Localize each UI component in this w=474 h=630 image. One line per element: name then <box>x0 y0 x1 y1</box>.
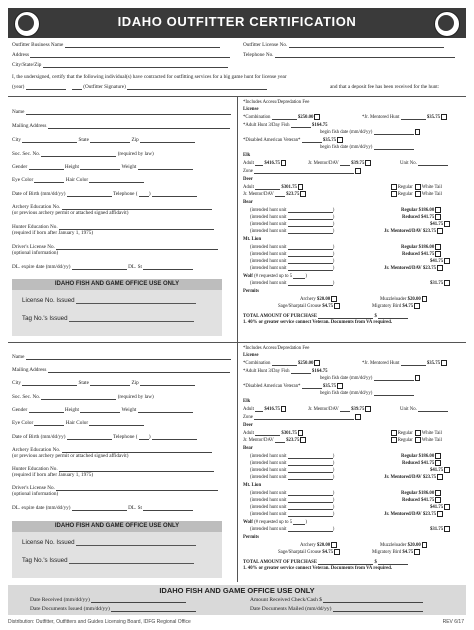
bear-heading: Bear <box>243 200 253 205</box>
elk-heading-2: Elk <box>243 399 251 404</box>
license-no-field[interactable]: Outfitter License No. <box>243 42 444 48</box>
license-issued-field[interactable]: License No. Issued <box>22 297 196 304</box>
elk-unit-field-2[interactable]: Unit No. <box>400 406 448 412</box>
column-divider <box>237 96 238 342</box>
name-field[interactable]: Name <box>12 109 231 115</box>
lion-regular-price-2[interactable]: Regular $186.00 <box>401 490 441 496</box>
jr-mentored-option-2[interactable]: *Jr. Mentored Hunt $35.75 <box>362 360 447 366</box>
idfg-seal-icon <box>434 11 460 37</box>
hunter-field-2[interactable]: Hunter Education No. <box>12 466 214 472</box>
ssn-field-2[interactable]: Soc. Sec. No. (required by law) <box>12 394 154 400</box>
archery-permit-2[interactable]: Archery $20.00 <box>300 542 337 548</box>
sage-permit[interactable]: Sage/Sharptail Grouse $4.75 <box>278 303 340 309</box>
bear-regular-price-2[interactable]: Regular $186.00 <box>401 453 441 459</box>
ssn-field[interactable]: Soc. Sec. No. (required by law) <box>12 151 154 157</box>
archery-note-2: (or previous archery permit or attached signed affidavit) <box>12 453 129 459</box>
certify-text: I, the undersigned, certify that the following individual(s) have contracted for outfitting services for a big game hunt for license year <box>12 74 287 80</box>
bear-unit-2[interactable]: (intended hunt unit ) <box>250 215 335 220</box>
bear-unit-6[interactable]: (intended hunt unit ) <box>250 461 335 466</box>
bear-reduced-price-3[interactable]: Reduced $41.75 <box>402 460 441 466</box>
deer-adult-option[interactable]: Adult $301.75 <box>243 184 303 190</box>
adult-3day-option[interactable]: *Adult Hunt 3/Day Fish $164.75 <box>243 123 328 128</box>
lion-unit-4[interactable]: (intended hunt unit ) <box>250 266 335 271</box>
total-field-2[interactable]: TOTAL AMOUNT OF PURCHASE $ <box>243 559 408 565</box>
bear-jr-price-2[interactable]: Jr. Mentored/DAV $23.75 <box>384 474 443 480</box>
lion-unit-8[interactable]: (intended hunt unit ) <box>250 512 335 517</box>
wolf-unit[interactable]: (intended hunt unit ) <box>250 281 335 286</box>
migratory-permit[interactable]: Migratory Bird $4.75 <box>372 303 420 309</box>
lion-reduced-price-3[interactable]: Reduced $41.75 <box>402 497 441 503</box>
dob-field-2[interactable]: Date of Birth (mm/dd/yy) Telephone ( ) <box>12 434 197 440</box>
city-field-2[interactable]: City State Zip <box>12 380 195 386</box>
name-field-2[interactable]: Name <box>12 354 231 360</box>
includes-note-2: *Includes Access/Depredation Fee <box>243 346 310 351</box>
vet-footnote: 1. 40% or greater service connect Veteran. Documents from VA required. <box>243 320 393 325</box>
page-title: IDAHO OUTFITTER CERTIFICATION <box>117 14 357 29</box>
elk-zone-field[interactable]: Zone <box>243 168 361 174</box>
mailing-field[interactable]: Mailing Address <box>12 123 230 129</box>
bear-reduced-price[interactable]: Reduced $41.75 <box>402 214 441 220</box>
office-use-header-2: IDAHO FISH AND GAME OFFICE USE ONLY <box>12 521 222 532</box>
address-field[interactable]: Address <box>12 52 230 58</box>
elk-jr-option-2[interactable]: Jr. Mentor/DAV $39.75 <box>308 406 371 412</box>
footer-title: IDAHO FISH AND GAME OFFICE USE ONLY <box>159 586 315 595</box>
deer-regular-option[interactable]: Regular White Tail <box>390 184 442 190</box>
office-use-footer <box>8 585 466 615</box>
license-heading: License <box>243 107 259 112</box>
lion-heading-2: Mt. Lion <box>243 483 262 488</box>
vet-footnote-2: 1. 40% or greater service connect Veteran. Documents from VA required. <box>243 566 393 571</box>
sage-permit-2[interactable]: Sage/Sharptail Grouse $4.75 <box>278 549 340 555</box>
lion-heading: Mt. Lion <box>243 237 262 242</box>
lion-unit-5[interactable]: (intended hunt unit ) <box>250 491 335 496</box>
tags-issued-field-2[interactable]: Tag No.'s Issued <box>22 557 194 564</box>
lion-reduced-price[interactable]: Reduced $41.75 <box>402 251 441 257</box>
bear-unit-1[interactable]: (intended hunt unit ) <box>250 208 335 213</box>
bear-reduced-price-2[interactable]: $41.75 <box>430 221 450 227</box>
revision-label: REV 6/17 <box>442 619 464 625</box>
lion-unit-7[interactable]: (intended hunt unit ) <box>250 505 335 510</box>
column-divider-2 <box>237 342 238 582</box>
bear-heading-2: Bear <box>243 446 253 451</box>
begin-fish-field-3[interactable]: begin fish date (mm/dd/yy) <box>320 375 420 381</box>
signature-field[interactable]: (Outfitter Signature) <box>72 84 267 90</box>
city-state-zip-field[interactable]: City/State/Zip <box>12 62 228 68</box>
elk-adult-option[interactable]: Adult $416.75 <box>243 160 286 166</box>
bear-unit-7[interactable]: (intended hunt unit ) <box>250 468 335 473</box>
dl-field-2[interactable]: Driver's License No. <box>12 485 218 491</box>
archery-field[interactable]: Archery Education No. <box>12 204 212 210</box>
dl-expire-field-2[interactable]: DL. expire date (mm/dd/yy) DL. St <box>12 505 193 511</box>
lion-unit-3[interactable]: (intended hunt unit ) <box>250 259 335 264</box>
migratory-permit-2[interactable]: Migratory Bird $4.75 <box>372 549 420 555</box>
gender-field[interactable]: Gender Height Weight <box>12 164 193 170</box>
bear-jr-price[interactable]: Jr. Mentored/DAV $23.75 <box>384 228 443 234</box>
wolf-price-2[interactable]: $31.75 <box>430 526 450 532</box>
dl-expire-field[interactable]: DL. expire date (mm/dd/yy) DL. St <box>12 264 193 270</box>
dl-note-2: (optional information) <box>12 491 59 497</box>
dl-note: (optional information) <box>12 250 59 256</box>
deer-jr-option[interactable]: Jr. Mentor/DAV $23.75 <box>243 191 306 197</box>
combination-option[interactable]: *Combination $250.00 <box>243 114 320 120</box>
permits-heading-2: Permits <box>243 535 259 540</box>
license-issued-field-2[interactable]: License No. Issued <box>22 539 196 546</box>
jr-mentored-option[interactable]: *Jr. Mentored Hunt $35.75 <box>362 114 447 120</box>
disabled-vet-option-2[interactable]: *Disabled American Veteran* $35.75 <box>243 383 343 389</box>
bear-regular-price[interactable]: Regular $186.00 <box>401 207 441 213</box>
begin-fish-field-4[interactable]: begin fish date (mm/dd/yy) <box>320 390 414 396</box>
archery-note: (or previous archery permit or attached signed affidavit) <box>12 210 129 216</box>
lion-regular-price[interactable]: Regular $186.00 <box>401 244 441 250</box>
gender-field-2[interactable]: Gender Height Weight <box>12 407 193 413</box>
office-use-header: IDAHO FISH AND GAME OFFICE USE ONLY <box>12 279 222 290</box>
deer-regular-option-2[interactable]: Regular White Tail <box>390 191 442 197</box>
lion-reduced-price-2[interactable]: $41.75 <box>430 258 450 264</box>
elk-unit-field[interactable]: Unit No. <box>400 160 448 166</box>
total-field[interactable]: TOTAL AMOUNT OF PURCHASE $ <box>243 313 408 319</box>
hunter-field[interactable]: Hunter Education No. <box>12 224 214 230</box>
eye-field[interactable]: Eye Color Hair Color <box>12 177 144 183</box>
disabled-vet-option[interactable]: *Disabled American Veteran* $35.75 <box>243 137 343 143</box>
bear-unit-3[interactable]: (intended hunt unit ) <box>250 222 335 227</box>
wolf-price[interactable]: $31.75 <box>430 280 450 286</box>
elk-adult-option-2[interactable]: Adult $416.75 <box>243 406 286 412</box>
business-name-field[interactable]: Outfitter Business Name <box>12 42 220 48</box>
lion-unit-1[interactable]: (intended hunt unit ) <box>250 245 335 250</box>
bear-unit-8[interactable]: (intended hunt unit ) <box>250 475 335 480</box>
date-received-field[interactable]: Date Received (mm/dd/yy) <box>30 597 186 603</box>
elk-zone-field-2[interactable]: Zone <box>243 414 361 420</box>
archery-field-2[interactable]: Archery Education No. <box>12 447 212 453</box>
date-mailed-field[interactable]: Date Documents Mailed (mm/dd/yy) <box>250 606 423 612</box>
deer-regular-option-4[interactable]: Regular White Tail <box>390 437 442 443</box>
muzzleloader-permit-2[interactable]: Muzzleloader $20.00 <box>380 542 427 548</box>
hunter-note: (required if born after January 1, 1975) <box>12 230 94 236</box>
lion-jr-price[interactable]: Jr. Mentored/DAV $23.75 <box>384 265 443 271</box>
deer-heading-2: Deer <box>243 423 253 428</box>
permits-heading: Permits <box>243 289 259 294</box>
deer-regular-option-3[interactable]: Regular White Tail <box>390 430 442 436</box>
dob-field[interactable]: Date of Birth (mm/dd/yy) Telephone ( ) <box>12 191 197 197</box>
lion-reduced-price-4[interactable]: $41.75 <box>430 504 450 510</box>
city-field[interactable]: City State Zip <box>12 137 195 143</box>
deer-heading: Deer <box>243 177 253 182</box>
hunter-note-2: (required if born after January 1, 1975) <box>12 472 94 478</box>
eye-field-2[interactable]: Eye Color Hair Color <box>12 420 144 426</box>
lion-jr-price-2[interactable]: Jr. Mentored/DAV $23.75 <box>384 511 443 517</box>
elk-jr-option[interactable]: Jr. Mentor/DAV $39.75 <box>308 160 371 166</box>
elk-heading: Elk <box>243 153 251 158</box>
lion-unit-6[interactable]: (intended hunt unit ) <box>250 498 335 503</box>
includes-note: *Includes Access/Depredation Fee <box>243 100 310 105</box>
amount-received-field[interactable]: Amount Received Check/Cash $ <box>250 597 423 603</box>
combination-option-2[interactable]: *Combination $250.00 <box>243 360 320 366</box>
date-issued-field[interactable]: Date Documents Issued (mm/dd/yy) <box>30 606 196 612</box>
license-heading-2: License <box>243 353 259 358</box>
tags-issued-field[interactable]: Tag No.'s Issued <box>22 315 194 322</box>
archery-permit[interactable]: Archery $20.00 <box>300 296 337 302</box>
bear-unit-5[interactable]: (intended hunt unit ) <box>250 454 335 459</box>
bear-reduced-price-4[interactable]: $41.75 <box>430 467 450 473</box>
wolf-unit-2[interactable]: (intended hunt unit ) <box>250 527 335 532</box>
deer-jr-option-2[interactable]: Jr. Mentor/DAV $23.75 <box>243 437 306 443</box>
deposit-text: and that a deposit fee has been received for the hunt: <box>330 84 440 90</box>
wolf-option-2[interactable]: Wolf (# requested up to 5 ) <box>243 520 307 525</box>
muzzleloader-permit[interactable]: Muzzleloader $20.00 <box>380 296 427 302</box>
bear-unit-4[interactable]: (intended hunt unit ) <box>250 229 335 234</box>
deer-adult-option-2[interactable]: Adult $301.75 <box>243 430 303 436</box>
title-banner <box>8 8 466 38</box>
mailing-field-2[interactable]: Mailing Address <box>12 367 230 373</box>
dl-field[interactable]: Driver's License No. <box>12 244 218 250</box>
telephone-field[interactable]: Telephone No. <box>243 52 455 58</box>
lion-unit-2[interactable]: (intended hunt unit ) <box>250 252 335 257</box>
distribution-note: Distribution: Outfitter, Outfitters and Guides Licensing Board, IDFG Regional Office <box>8 619 191 625</box>
adult-3day-option-2[interactable]: *Adult Hunt 3/Day Fish $164.75 <box>243 369 328 374</box>
begin-fish-field-2[interactable]: begin fish date (mm/dd/yy) <box>320 144 414 150</box>
begin-fish-field[interactable]: begin fish date (mm/dd/yy) <box>320 129 420 135</box>
wolf-option[interactable]: Wolf (# requested up to 5 ) <box>243 274 307 279</box>
year-field[interactable]: (year) <box>12 84 66 90</box>
